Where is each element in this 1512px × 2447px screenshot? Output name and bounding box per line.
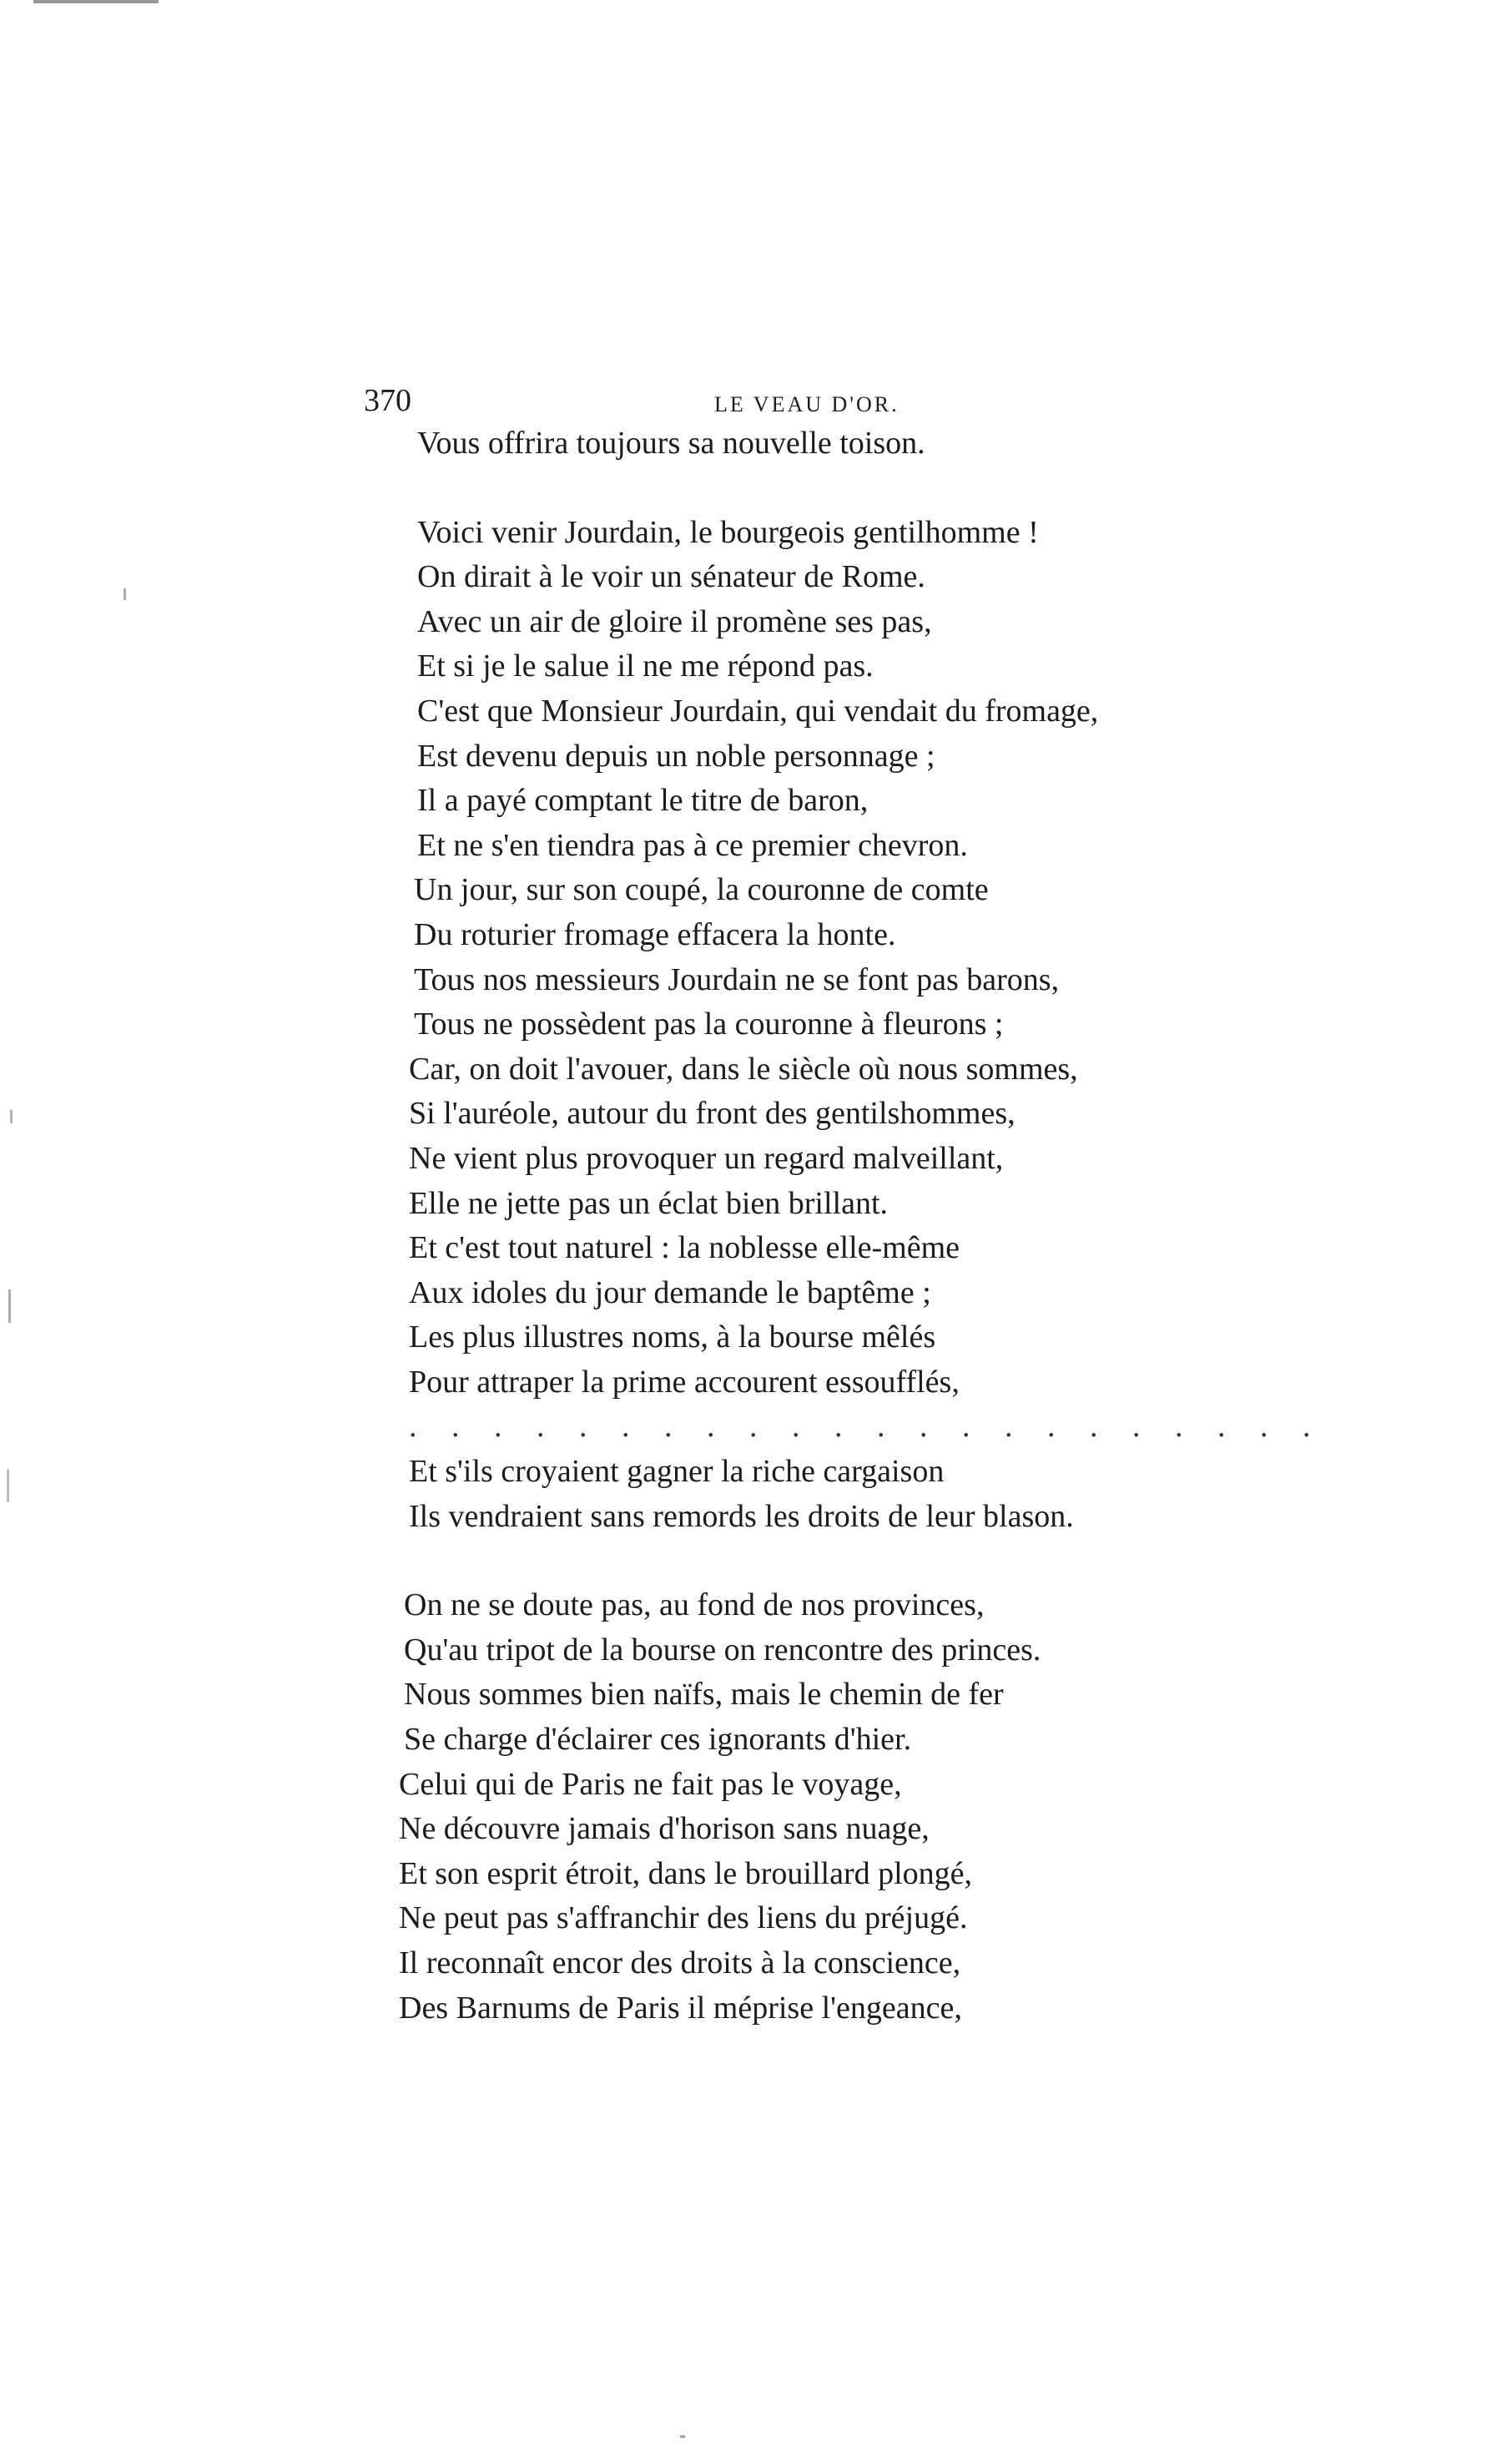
poem-line: C'est que Monsieur Jourdain, qui vendait du fromage,: [417, 693, 1099, 729]
scan-artifact: [8, 1289, 11, 1323]
poem-line: Tous ne possèdent pas la couronne à fleurons ;: [414, 1007, 1004, 1042]
poem-line: Nous sommes bien naïfs, mais le chemin de fer: [404, 1677, 1004, 1713]
poem-line: Qu'au tripot de la bourse on rencontre des princes.: [404, 1632, 1041, 1667]
poem-line: Voici venir Jourdain, le bourgeois gentilhomme !: [417, 514, 1039, 550]
poem-line: Un jour, sur son coupé, la couronne de comte: [414, 872, 989, 908]
poem-line: Ne vient plus provoquer un regard malveillant,: [409, 1140, 1004, 1176]
poem-line: Pour attraper la prime accourent essoufflés,: [409, 1364, 960, 1400]
scan-artifact: [7, 1469, 9, 1502]
poem-line: Tous nos messieurs Jourdain ne se font pas barons,: [414, 961, 1060, 997]
poem-line: Du roturier fromage effacera la honte.: [414, 916, 896, 952]
scan-artifact: [33, 0, 159, 3]
poem-line: Aux idoles du jour demande le baptême ;: [409, 1274, 931, 1310]
poem-line: Se charge d'éclairer ces ignorants d'hier.: [404, 1722, 912, 1758]
poem-line: Les plus illustres noms, à la bourse mêlés: [409, 1319, 936, 1355]
poem-line: Il reconnaît encor des droits à la conscience,: [399, 1945, 961, 1980]
scan-artifact: [123, 588, 126, 600]
poem-line: On dirait à le voir un sénateur de Rome.: [417, 559, 925, 595]
poem-line: Ne découvre jamais d'horison sans nuage,: [399, 1811, 930, 1847]
scan-artifact: [10, 1110, 13, 1123]
poem-line: Celui qui de Paris ne fait pas le voyage,: [399, 1766, 902, 1802]
poem-line: Et s'ils croyaient gagner la riche cargaison: [409, 1454, 945, 1490]
running-head: LE VEAU D'OR.: [714, 392, 900, 416]
poem-line: Ne peut pas s'affranchir des liens du préjugé.: [399, 1900, 968, 1936]
poem-line: Avec un air de gloire il promène ses pas,: [417, 603, 932, 639]
poem-line: On ne se doute pas, au fond de nos provinces,: [404, 1587, 985, 1623]
page-number: 370: [364, 383, 411, 418]
poem-line: Car, on doit l'avouer, dans le siècle où nous sommes,: [409, 1051, 1078, 1087]
poem-line: Si l'auréole, autour du front des gentilshommes,: [409, 1096, 1016, 1132]
poem-line: Vous offrira toujours sa nouvelle toison.: [417, 426, 925, 461]
poem-line: Il a payé comptant le titre de baron,: [417, 783, 869, 819]
poem-text: [399, 421, 1469, 2031]
poem-line: Et c'est tout naturel : la noblesse elle-même: [409, 1230, 960, 1266]
poem-line: Et ne s'en tiendra pas à ce premier chevron.: [417, 827, 968, 863]
poem-line: Ils vendraient sans remords les droits de leur blason.: [409, 1498, 1074, 1534]
poem-line: Et son esprit étroit, dans le brouillard plongé,: [399, 1855, 973, 1891]
poem-line: Elle ne jette pas un éclat bien brillant.: [409, 1185, 889, 1221]
scan-artifact: [680, 2435, 685, 2438]
poem-line: Est devenu depuis un noble personnage ;: [417, 738, 935, 774]
ellipsis-row: . . . . . . . . . . . . . . . . . . . . . .: [409, 1409, 1324, 1445]
poem-line: Des Barnums de Paris il méprise l'engeance,: [399, 1990, 962, 2026]
poem-line: Et si je le salue il ne me répond pas.: [417, 648, 874, 684]
